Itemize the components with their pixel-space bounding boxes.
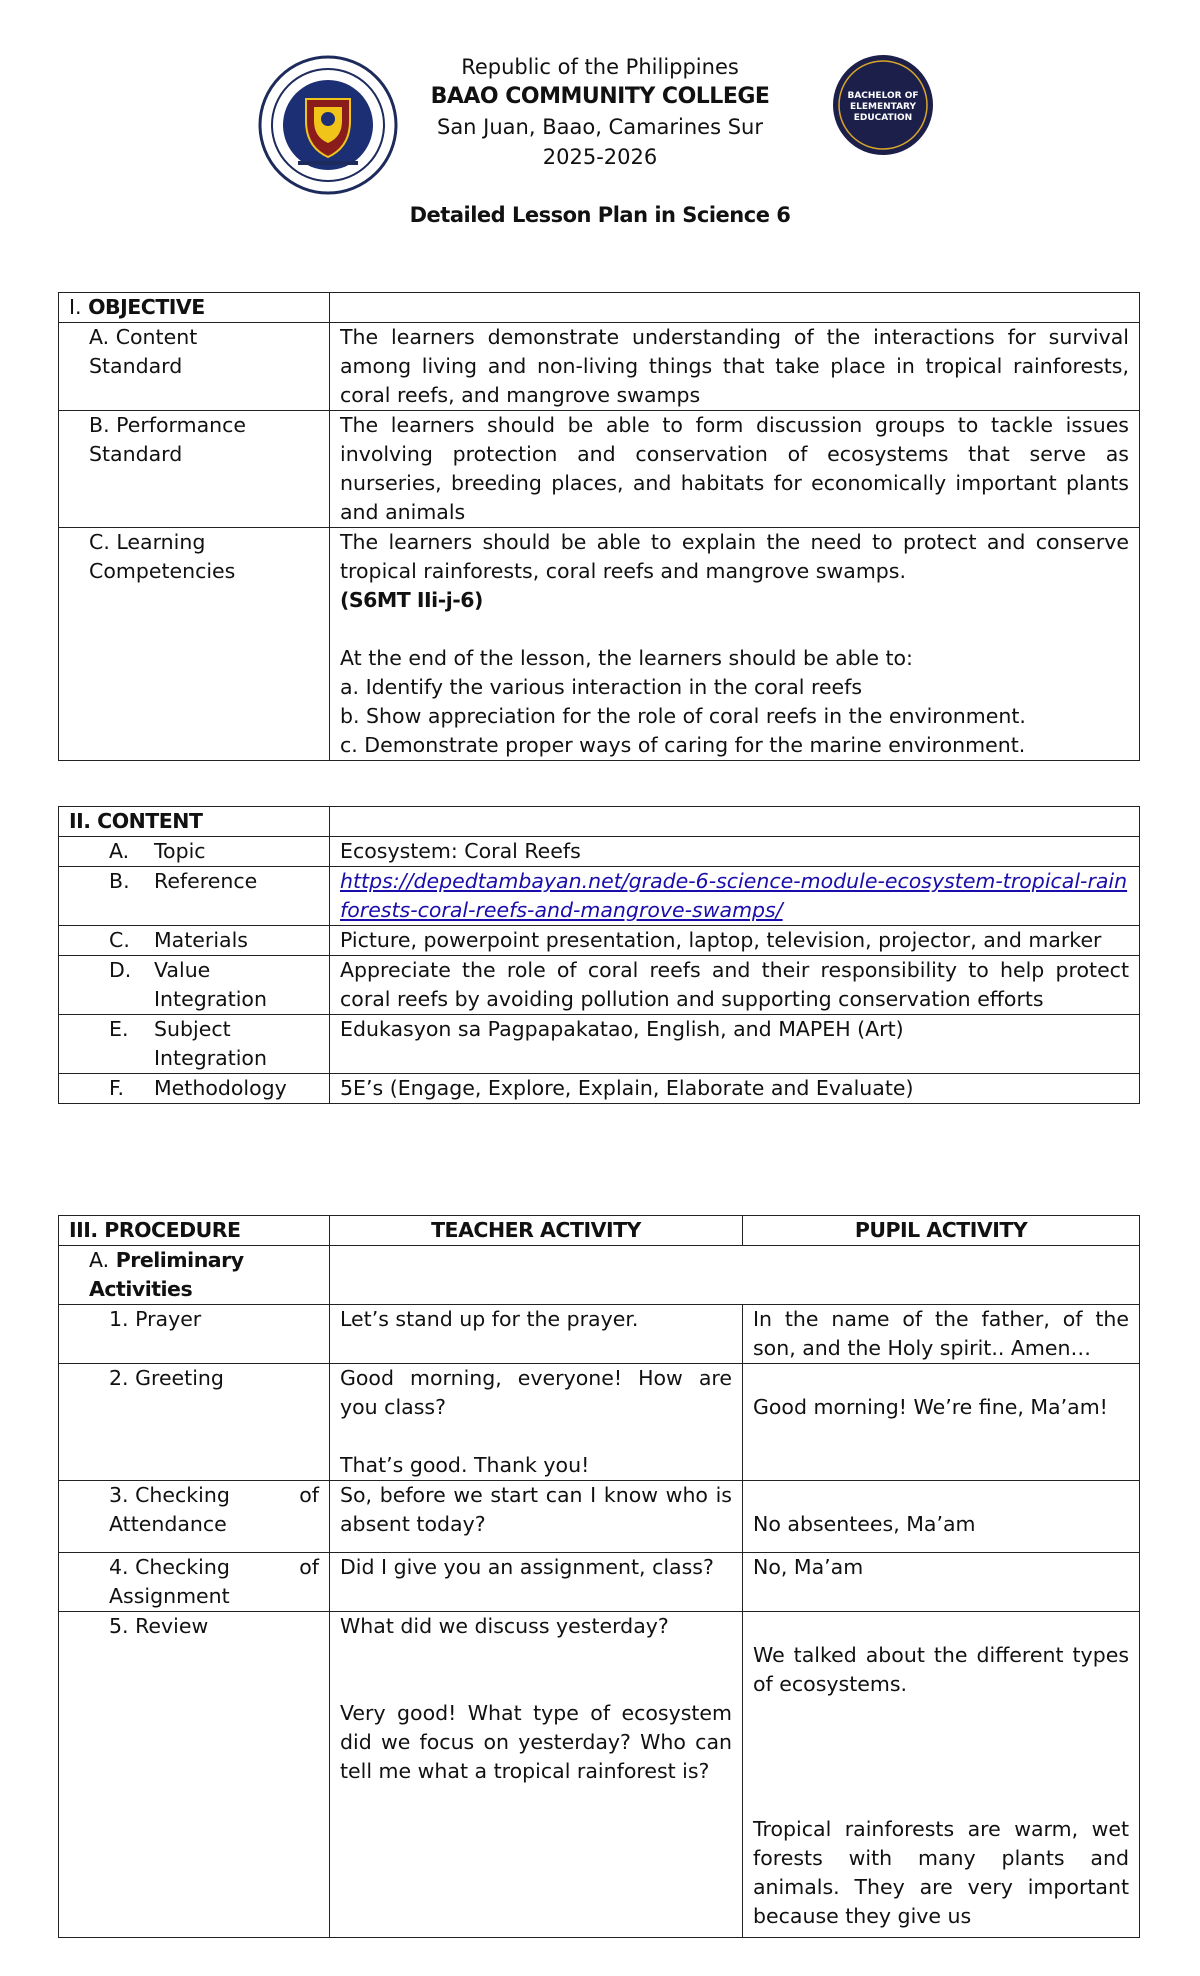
greeting-pupil: Good morning! We’re fine, Ma’am!	[753, 1395, 1108, 1419]
assignment-pupil: No, Ma’am	[743, 1553, 1140, 1612]
assignment-label-2: Assignment	[109, 1584, 230, 1608]
content-row-value-integration	[59, 956, 1140, 1015]
attendance-label-2: Attendance	[109, 1512, 227, 1536]
objective-table	[58, 292, 1140, 761]
competency-code: (S6MT IIi-j-6)	[340, 588, 483, 612]
content-label: Methodology	[154, 1076, 287, 1100]
reference-link[interactable]: https://depedtambayan.net/grade-6-science-module-ecosystem-tropical-rainforests-coral-reefs-and-mangrove-swamps/	[340, 869, 1128, 922]
preliminary-label-2: Activities	[89, 1277, 193, 1301]
procedure-heading: III. PROCEDURE	[59, 1216, 330, 1246]
content-row-reference	[59, 867, 1140, 926]
content-letter: C.	[109, 928, 130, 952]
competencies-label-1: C. Learning	[89, 530, 206, 554]
logo-line-3: EDUCATION	[853, 113, 913, 123]
header-school-year: 2025-2026	[542, 145, 658, 169]
greeting-teacher-1: Good morning, everyone! How are you class?	[340, 1366, 732, 1419]
content-table	[58, 806, 1140, 1104]
content-standard-row	[59, 323, 1140, 411]
attendance-label-of: of	[299, 1483, 319, 1507]
content-value-methodology: 5E’s (Engage, Explore, Explain, Elaborate and Evaluate)	[330, 1074, 1140, 1104]
greeting-teacher-2: That’s good. Thank you!	[340, 1453, 590, 1477]
assignment-row	[59, 1553, 1140, 1612]
greeting-row	[59, 1364, 1140, 1481]
attendance-label-1: 3. Checking	[109, 1483, 230, 1507]
content-label: Subject	[154, 1017, 231, 1041]
pupil-activity-heading: PUPIL ACTIVITY	[743, 1216, 1140, 1246]
prayer-pupil: In the name of the father, of the son, and the Holy spirit.. Amen…	[743, 1305, 1140, 1364]
content-standard-text: The learners demonstrate understanding of the interactions for survival among living and non-living things that take place in tropical rainforests, coral reefs, and mangrove swamps	[330, 323, 1140, 411]
competencies-text: The learners should be able to explain the need to protect and conserve tropical rainforests, coral reefs and mangrove swamps.	[340, 530, 1129, 583]
objectives-intro: At the end of the lesson, the learners should be able to:	[340, 646, 913, 670]
procedure-heading-row	[59, 1216, 1140, 1246]
assignment-teacher: Did I give you an assignment, class?	[330, 1553, 743, 1612]
objective-heading-row	[59, 293, 1140, 323]
content-letter: D.	[109, 958, 132, 982]
review-label: 5. Review	[59, 1612, 330, 1938]
review-pupil-1: We talked about the different types of ecosystems.	[753, 1643, 1129, 1696]
content-standard-label-2: Standard	[89, 354, 183, 378]
content-value-topic: Ecosystem: Coral Reefs	[330, 837, 1140, 867]
objective-item-a: a. Identify the various interaction in the coral reefs	[340, 675, 863, 699]
logo-line-2: ELEMENTARY	[849, 102, 917, 112]
attendance-teacher: So, before we start can I know who is absent today?	[330, 1481, 743, 1553]
preliminary-letter: A.	[89, 1248, 110, 1272]
competencies-label-2: Competencies	[89, 559, 236, 583]
content-label: Reference	[154, 869, 258, 893]
attendance-pupil: No absentees, Ma’am	[753, 1512, 976, 1536]
performance-standard-label-2: Standard	[89, 442, 183, 466]
content-letter: B.	[109, 869, 130, 893]
content-row-topic	[59, 837, 1140, 867]
review-row	[59, 1612, 1140, 1938]
content-letter: F.	[109, 1076, 125, 1100]
header-address: San Juan, Baao, Camarines Sur	[436, 115, 763, 139]
content-value-value-integration: Appreciate the role of coral reefs and their responsibility to help protect coral reefs by avoiding pollution and supporting conservation efforts	[330, 956, 1140, 1015]
prayer-row	[59, 1305, 1140, 1364]
content-label: Materials	[154, 928, 248, 952]
performance-standard-row	[59, 411, 1140, 528]
preliminary-row	[59, 1246, 1140, 1305]
assignment-label-1: 4. Checking	[109, 1555, 230, 1579]
objective-item-b: b. Show appreciation for the role of coral reefs in the environment.	[340, 704, 1026, 728]
content-label: Topic	[154, 839, 206, 863]
preliminary-label-1: Preliminary	[115, 1248, 244, 1272]
prayer-teacher: Let’s stand up for the prayer.	[330, 1305, 743, 1364]
prayer-label: 1. Prayer	[59, 1305, 330, 1364]
content-row-methodology	[59, 1074, 1140, 1104]
content-label: Value	[154, 958, 211, 982]
objective-heading-num: I.	[69, 295, 82, 319]
performance-standard-label-1: B. Performance	[89, 413, 247, 437]
assignment-label-of: of	[299, 1555, 319, 1579]
teacher-activity-heading: TEACHER ACTIVITY	[330, 1216, 743, 1246]
content-value-materials: Picture, powerpoint presentation, laptop, television, projector, and marker	[330, 926, 1140, 956]
header-republic: Republic of the Philippines	[461, 55, 739, 79]
content-value-subject-integration: Edukasyon sa Pagpapakatao, English, and MAPEH (Art)	[330, 1015, 1140, 1074]
procedure-table	[58, 1215, 1140, 1938]
competencies-row	[59, 528, 1140, 761]
attendance-row	[59, 1481, 1140, 1553]
content-label-2: Integration	[154, 1046, 267, 1070]
review-teacher-1: What did we discuss yesterday?	[340, 1614, 669, 1638]
content-letter: A.	[109, 839, 130, 863]
content-row-subject-integration	[59, 1015, 1140, 1074]
content-standard-label-1: A. Content	[89, 325, 198, 349]
objective-heading: OBJECTIVE	[88, 295, 205, 319]
logo-line-1: BACHELOR OF	[847, 91, 919, 101]
content-heading-row	[59, 807, 1140, 837]
header-college-name: BAAO COMMUNITY COLLEGE	[430, 84, 770, 109]
content-heading: II. CONTENT	[59, 807, 330, 837]
document-header	[0, 52, 1200, 172]
review-pupil-2: Tropical rainforests are warm, wet forests with many plants and animals. They are very important because they give us	[753, 1817, 1129, 1928]
greeting-label: 2. Greeting	[59, 1364, 330, 1481]
performance-standard-text: The learners should be able to form discussion groups to tackle issues involving protection and conservation of ecosystems that serve as nurseries, breeding places, and habitats for economically important plants and animals	[330, 411, 1140, 528]
content-row-materials	[59, 926, 1140, 956]
objective-item-c: c. Demonstrate proper ways of caring for the marine environment.	[340, 733, 1026, 757]
page-title: Detailed Lesson Plan in Science 6	[409, 203, 791, 227]
review-teacher-2: Very good! What type of ecosystem did we focus on yesterday? Who can tell me what a tropical rainforest is?	[340, 1701, 732, 1783]
content-label-2: Integration	[154, 987, 267, 1011]
content-letter: E.	[109, 1017, 129, 1041]
